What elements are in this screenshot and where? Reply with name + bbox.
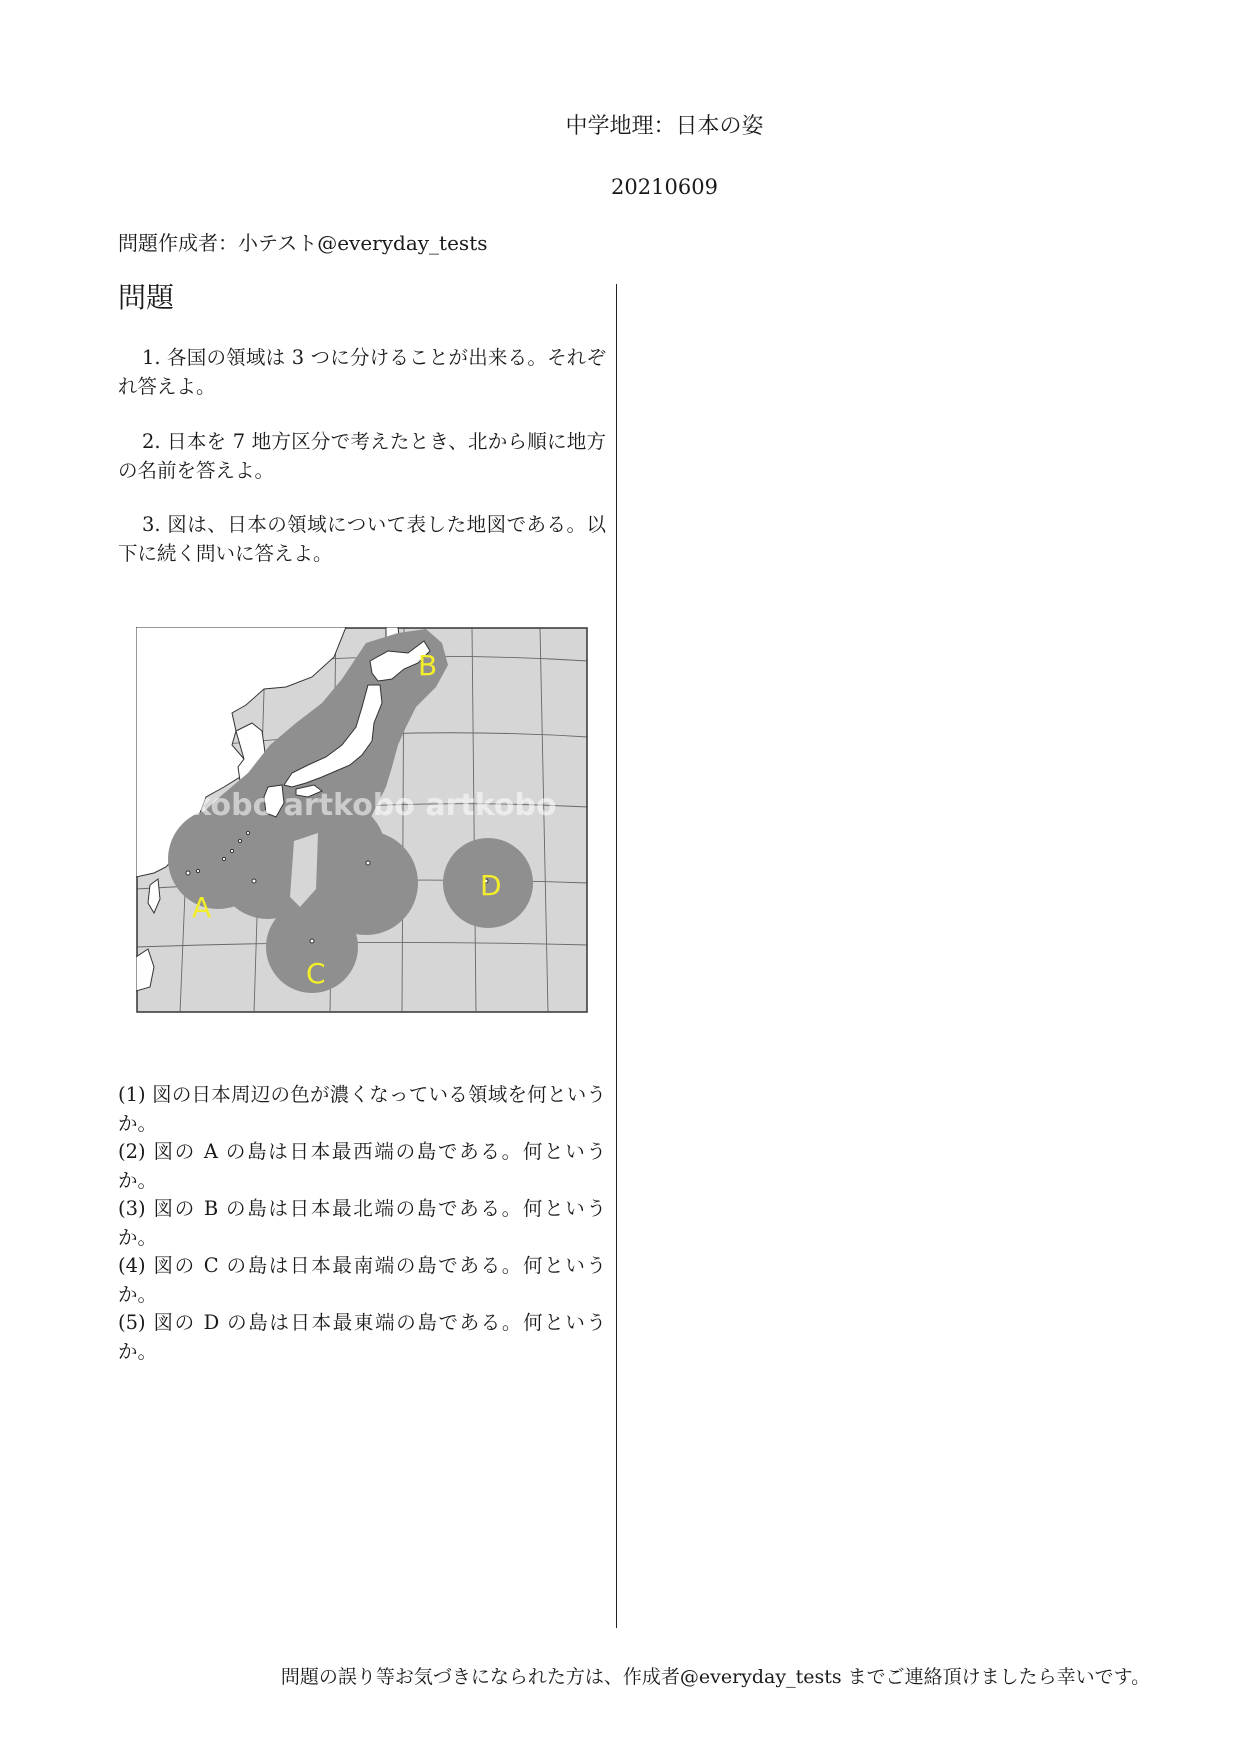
map-label-b: B	[418, 649, 438, 682]
section-heading: 問題	[118, 281, 175, 314]
sub-question-4: (4) 図の C の島は日本最南端の島である。何というか。	[118, 1254, 606, 1306]
map-watermark: artkobo artkobo artkobo	[142, 788, 557, 823]
footer-note: 問題の誤り等お気づきになられた方は、作成者@everyday_tests までご連絡頂けましたら幸いです。	[280, 1666, 1151, 1688]
sub-question-2: (2) 図の A の島は日本最西端の島である。何というか。	[118, 1140, 606, 1192]
japan-territory-map	[136, 627, 588, 1013]
column-divider	[616, 284, 617, 1628]
document-date: 20210609	[611, 175, 718, 199]
question-3: 3. 図は、日本の領域について表した地図である。以下に続く問いに答えよ。	[118, 513, 606, 565]
map-label-a: A	[192, 891, 212, 924]
document-title: 中学地理：日本の姿	[565, 114, 764, 139]
map-label-c: C	[306, 957, 326, 990]
sub-question-5: (5) 図の D の島は日本最東端の島である。何というか。	[118, 1311, 606, 1363]
question-1: 1. 各国の領域は 3 つに分けることが出来る。それぞれ答えよ。	[118, 346, 606, 398]
sub-question-1: (1) 図の日本周辺の色が濃くなっている領域を何というか。	[118, 1083, 606, 1135]
question-2: 2. 日本を 7 地方区分で考えたとき、北から順に地方の名前を答えよ。	[118, 430, 606, 482]
sub-question-3: (3) 図の B の島は日本最北端の島である。何というか。	[118, 1197, 606, 1249]
sub-question-list	[118, 1081, 606, 1366]
author-line: 問題作成者：小テスト@everyday_tests	[118, 231, 488, 255]
map-label-d: D	[480, 869, 502, 902]
